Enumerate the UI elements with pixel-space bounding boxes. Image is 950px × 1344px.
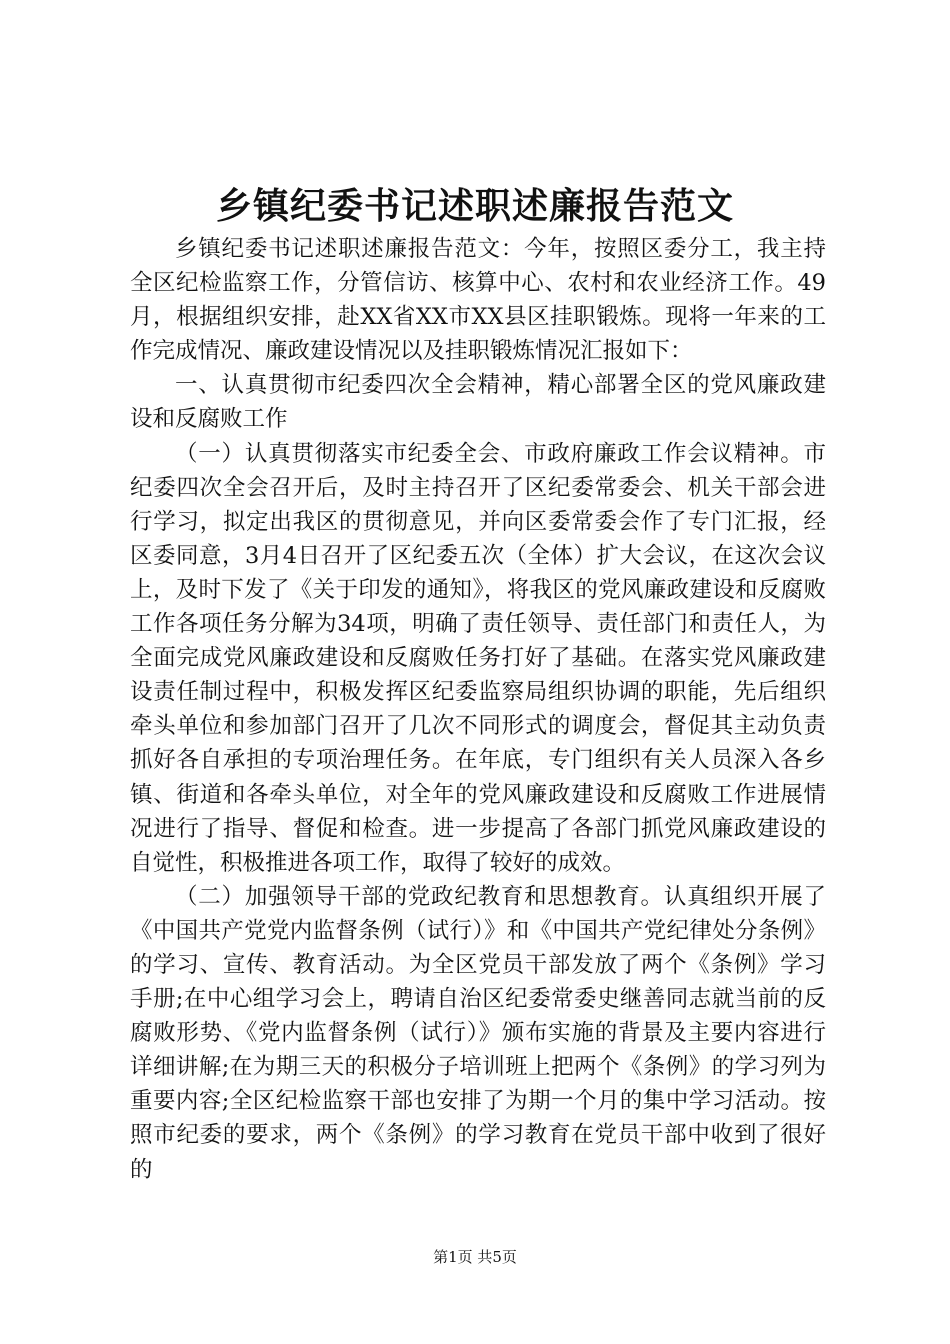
paragraph-subsection-2: （二）加强领导干部的党政纪教育和思想教育。认真组织开展了《中国共产党党内监督条例（试行）》和《中国共产党纪律处分条例》的学习、宣传、教育活动。为全区党员干部发放了两个《条例》学习手册;在中心组学习会上，聘请自治区纪委常委史继善同志就当前的反腐败形势、《党内监督条例（试行）》颁布实施的背景及主要内容进行详细讲解;在为期三天的积极分子培训班上把两个《条例》的学习列为重要内容;全区纪检监察干部也安排了为期一个月的集中学习活动。按照市纪委的要求，两个《条例》的学习教育在党员干部中收到了很好的: [130, 883, 826, 1183]
paragraph-subsection-1: （一）认真贯彻落实市纪委全会、市政府廉政工作会议精神。市纪委四次全会召开后，及时主持召开了区纪委常委会、机关干部会进行学习，拟定出我区的贯彻意见，并向区委常委会作了专门汇报，经区委同意，3月4日召开了区纪委五次（全体）扩大会议，在这次会议上，及时下发了《关于印发的通知》，将我区的党风廉政建设和反腐败工作各项任务分解为34项，明确了责任领导、责任部门和责任人，为全面完成党风廉政建设和反腐败任务打好了基础。在落实党风廉政建设责任制过程中，积极发挥区纪委监察局组织协调的职能，先后组织牵头单位和参加部门召开了几次不同形式的调度会，督促其主动负责抓好各自承担的专项治理任务。在年底，专门组织有关人员深入各乡镇、街道和各牵头单位，对全年的党风廉政建设和反腐败工作进展情况进行了指导、督促和检查。进一步提高了各部门抓党风廉政建设的自觉性，积极推进各项工作，取得了较好的成效。: [130, 440, 826, 876]
paragraph-intro: 乡镇纪委书记述职述廉报告范文：今年，按照区委分工，我主持全区纪检监察工作，分管信访、核算中心、农村和农业经济工作。49月，根据组织安排，赴XX省XX市XX县区挂职锻炼。现将一年来的工作完成情况、廉政建设情况以及挂职锻炼情况汇报如下：: [130, 236, 826, 365]
document-body: [130, 232, 826, 1187]
section-heading-1: 一、认真贯彻市纪委四次全会精神，精心部署全区的党风廉政建设和反腐败工作: [130, 372, 826, 433]
page-footer: 第1页 共5页: [433, 1248, 517, 1266]
document-title: 乡镇纪委书记述职述廉报告范文: [215, 185, 734, 227]
